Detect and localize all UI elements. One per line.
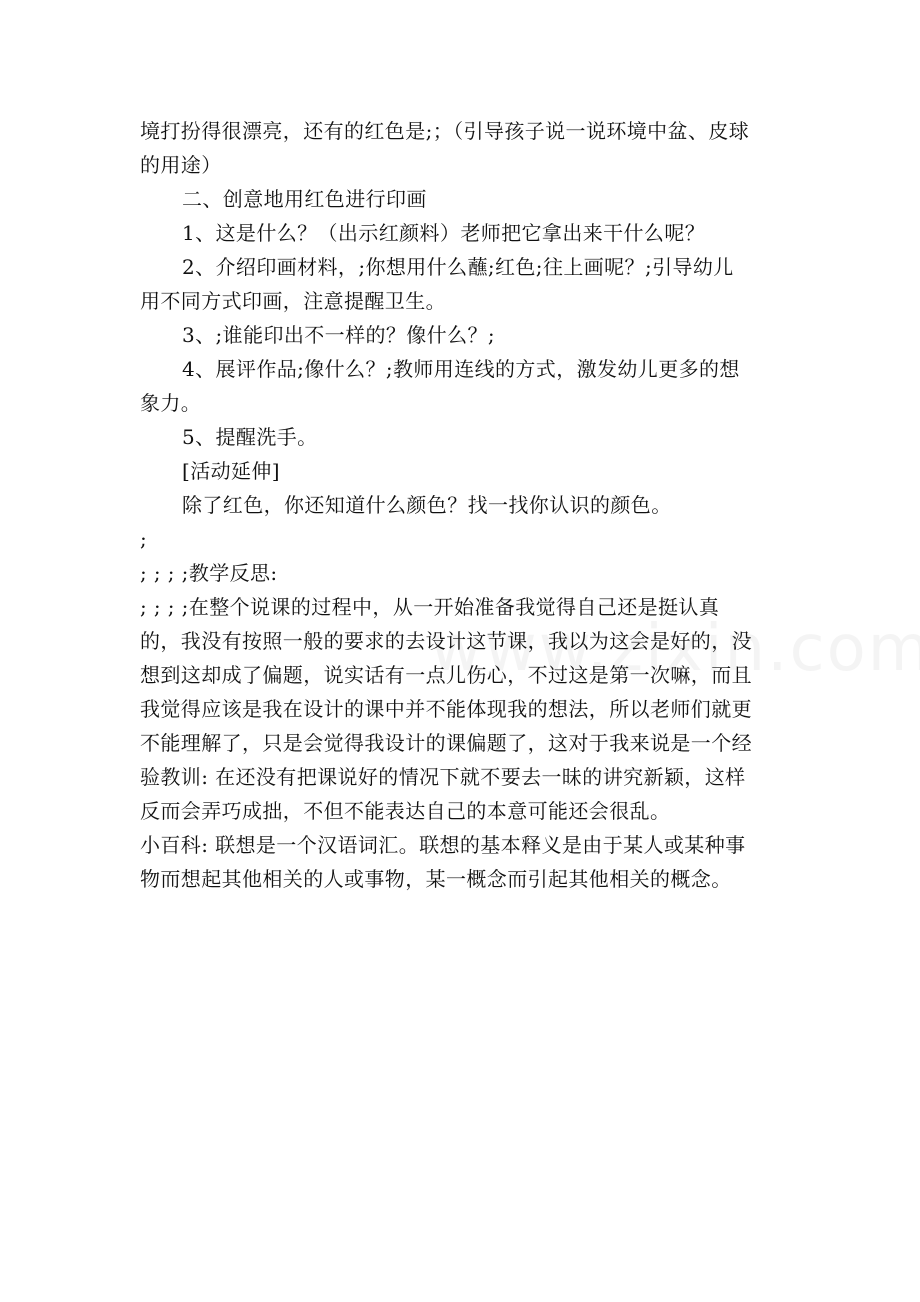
text-line: 验教训: 在还没有把课说好的情况下就不要去一昧的讲究新颖，这样 [140, 765, 746, 789]
text-line: ; ; ; ;在整个说课的过程中，从一开始准备我觉得自己还是挺认真 [140, 595, 720, 619]
text-line: 我觉得应该是我在设计的课中并不能体现我的想法，所以老师们就更 [140, 697, 752, 721]
text-line: 想到这却成了偏题，说实话有一点儿伤心，不过这是第一次嘛，而且 [140, 663, 752, 687]
text-line: 的，我没有按照一般的要求的去设计这节课，我以为这会是好的，没 [140, 629, 752, 653]
text-line: 象力。 [140, 391, 202, 415]
text-line: 除了红色，你还知道什么颜色？找一找你认识的颜色。 [182, 493, 672, 517]
text-line: 物而想起其他相关的人或事物，某一概念而引起其他相关的概念。 [140, 867, 732, 891]
text-line: 4、展评作品;像什么？;教师用连线的方式，激发幼儿更多的想 [182, 357, 740, 381]
text-line: 境打扮得很漂亮，还有的红色是;；（引导孩子说一说环境中盆、皮球 [140, 119, 750, 143]
text-line: ; [140, 527, 148, 551]
watermark [430, 612, 920, 686]
text-line: 的用途） [140, 153, 222, 177]
text-line: 不能理解了，只是会觉得我设计的课偏题了，这对于我来说是一个经 [140, 731, 752, 755]
text-line: 用不同方式印画，注意提醒卫生。 [140, 289, 446, 313]
section-heading: 二、创意地用红色进行印画 [182, 187, 427, 211]
text-line: 3、;谁能印出不一样的？像什么？; [182, 323, 496, 347]
text-line: 小百科: 联想是一个汉语词汇。联想的基本释义是由于某人或某种事 [140, 833, 746, 857]
text-line: 1、这是什么？（出示红颜料）老师把它拿出来干什么呢？ [182, 221, 706, 245]
text-line: 5、提醒洗手。 [182, 425, 318, 449]
section-heading: ; ; ; ;教学反思: [140, 561, 278, 585]
text-line: 2、介绍印画材料，;你想用什么蘸;红色;往上画呢？;引导幼儿 [182, 255, 734, 279]
section-heading: [活动延伸] [182, 459, 281, 483]
document-body [140, 114, 784, 896]
text-line: 反而会弄巧成拙，不但不能表达自己的本意可能还会很乱。 [140, 799, 671, 823]
